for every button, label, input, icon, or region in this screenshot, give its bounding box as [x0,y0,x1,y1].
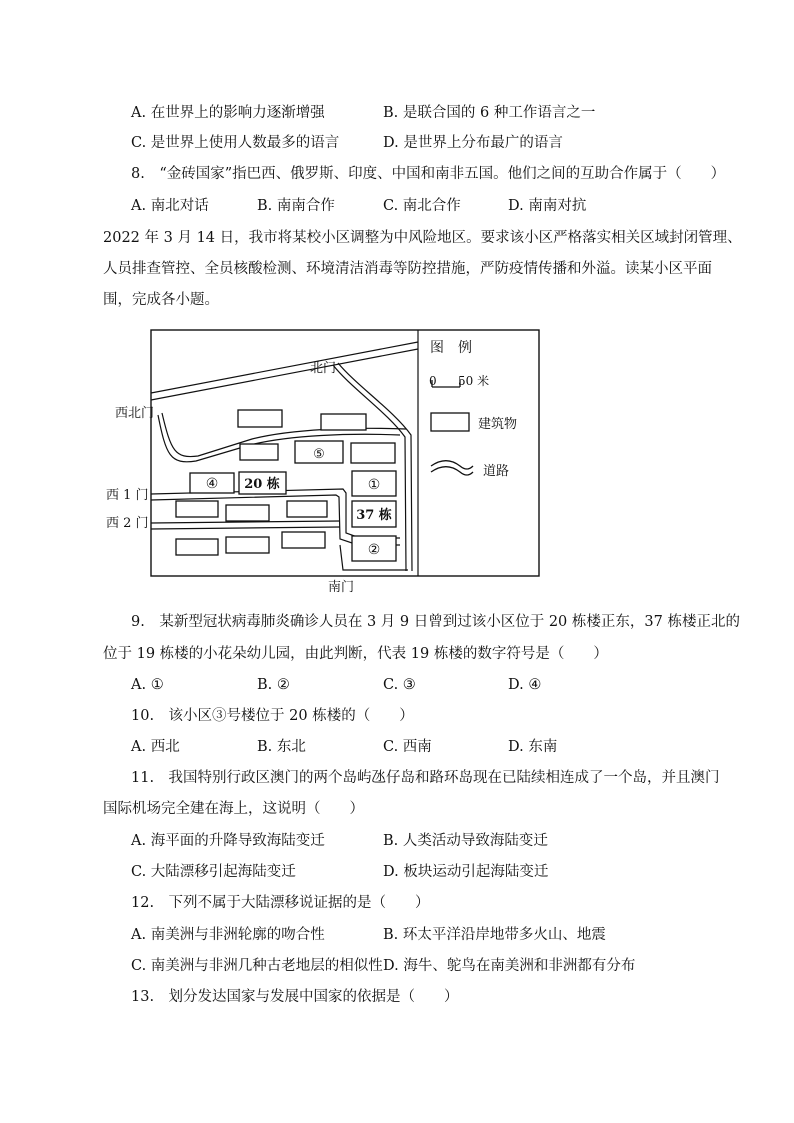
q11-option-a: A. 海平面的升降导致海陆变迁 [131,833,325,849]
q13-stem: 13. 划分发达国家与发展中国家的依据是（ ） [131,989,459,1005]
building [176,539,218,555]
q11-option-c: C. 大陆漂移引起海陆变迁 [131,864,296,880]
label-north-gate: 北门 [310,361,337,376]
label-building-1: ① [367,477,381,493]
q10-option-d: D. 东南 [508,739,558,755]
q8-option-a: A. 南北对话 [131,198,209,214]
q9-option-c: C. ③ [383,677,416,693]
legend-building-symbol [431,413,469,431]
q10-option-a: A. 西北 [131,739,180,755]
building [240,444,278,460]
q11-stem-line-2: 国际机场完全建在海上，这说明（ ） [103,801,364,817]
q12-option-d: D. 海牛、鸵鸟在南美洲和非洲都有分布 [383,958,636,974]
intro-line-3: 围，完成各小题。 [103,292,219,308]
q9-option-a: A. ① [131,677,164,693]
label-building-5: ⑤ [313,447,325,462]
q9-option-d: D. ④ [508,677,542,693]
label-northwest-gate: 西北门 [115,406,155,421]
building [282,532,325,548]
q11-stem-line-1: 11. 我国特别行政区澳门的两个岛屿氹仔岛和路环岛现在已陆续相连成了一个岛，并且澳门 [131,770,720,786]
legend-building-label: 建筑物 [478,417,518,432]
q9-stem-line-2: 位于 19 栋楼的小花朵幼儿园，由此判断，代表 19 栋楼的数字符号是（ ） [103,646,608,662]
scale-fifty: 50 米 [458,374,490,388]
q8-option-d: D. 南南对抗 [508,198,587,214]
building [238,410,282,427]
label-building-4: ④ [205,476,219,492]
q12-option-a: A. 南美洲与非洲轮廓的吻合性 [131,927,325,943]
q9-stem-line-1: 9. 某新型冠状病毒肺炎确诊人员在 3 月 9 日曾到过该小区位于 20 栋楼正东，37 栋楼正北的 [131,614,740,630]
q7-option-a: A. 在世界上的影响力逐渐增强 [131,105,325,121]
q12-option-b: B. 环太平洋沿岸地带多火山、地震 [383,927,606,943]
label-building-20: 20 栋 [244,477,280,492]
building [176,501,218,517]
building [226,505,269,521]
legend-road-label: 道路 [483,464,510,479]
legend-title: 图 例 [430,340,472,356]
q11-option-b: B. 人类活动导致海陆变迁 [383,833,548,849]
q12-stem: 12. 下列不属于大陆漂移说证据的是（ ） [131,895,430,911]
legend-road-symbol [431,461,473,475]
intro-line-1: 2022 年 3 月 14 日，我市将某校小区调整为中风险地区。要求该小区严格落实相关区域封闭管理、 [103,230,742,246]
scale-zero: 0 [429,374,437,388]
building [321,414,366,430]
q7-option-b: B. 是联合国的 6 种工作语言之一 [383,105,596,121]
label-south-gate: 南门 [328,580,355,595]
q12-option-c: C. 南美洲与非洲几种古老地层的相似性 [131,958,383,974]
q8-stem: 8. “金砖国家”指巴西、俄罗斯、印度、中国和南非五国。他们之间的互助合作属于（ ） [131,166,726,182]
q8-option-c: C. 南北合作 [383,198,461,214]
q11-option-d: D. 板块运动引起海陆变迁 [383,864,549,880]
q10-stem: 10. 该小区③号楼位于 20 栋楼的（ ） [131,708,414,724]
building [287,501,327,517]
q8-option-b: B. 南南合作 [257,198,335,214]
q10-option-c: C. 西南 [383,739,432,755]
label-building-37: 37 栋 [356,508,392,523]
label-building-2: ② [367,542,381,558]
building [226,537,269,553]
q7-option-d: D. 是世界上分布最广的语言 [383,135,563,151]
north-wall [151,342,418,393]
north-wall-inner [151,349,418,400]
community-map [100,325,550,600]
q10-option-b: B. 东北 [257,739,306,755]
intro-line-2: 人员排查管控、全员核酸检测、环境清洁消毒等防控措施，严防疫情传播和外溢。读某小区平面 [103,261,712,277]
q9-option-b: B. ② [257,677,290,693]
legend-scale [429,373,489,388]
label-west1-gate: 西 1 门 [106,488,149,503]
q7-option-c: C. 是世界上使用人数最多的语言 [131,135,340,151]
label-west2-gate: 西 2 门 [106,516,149,531]
building [351,443,395,463]
